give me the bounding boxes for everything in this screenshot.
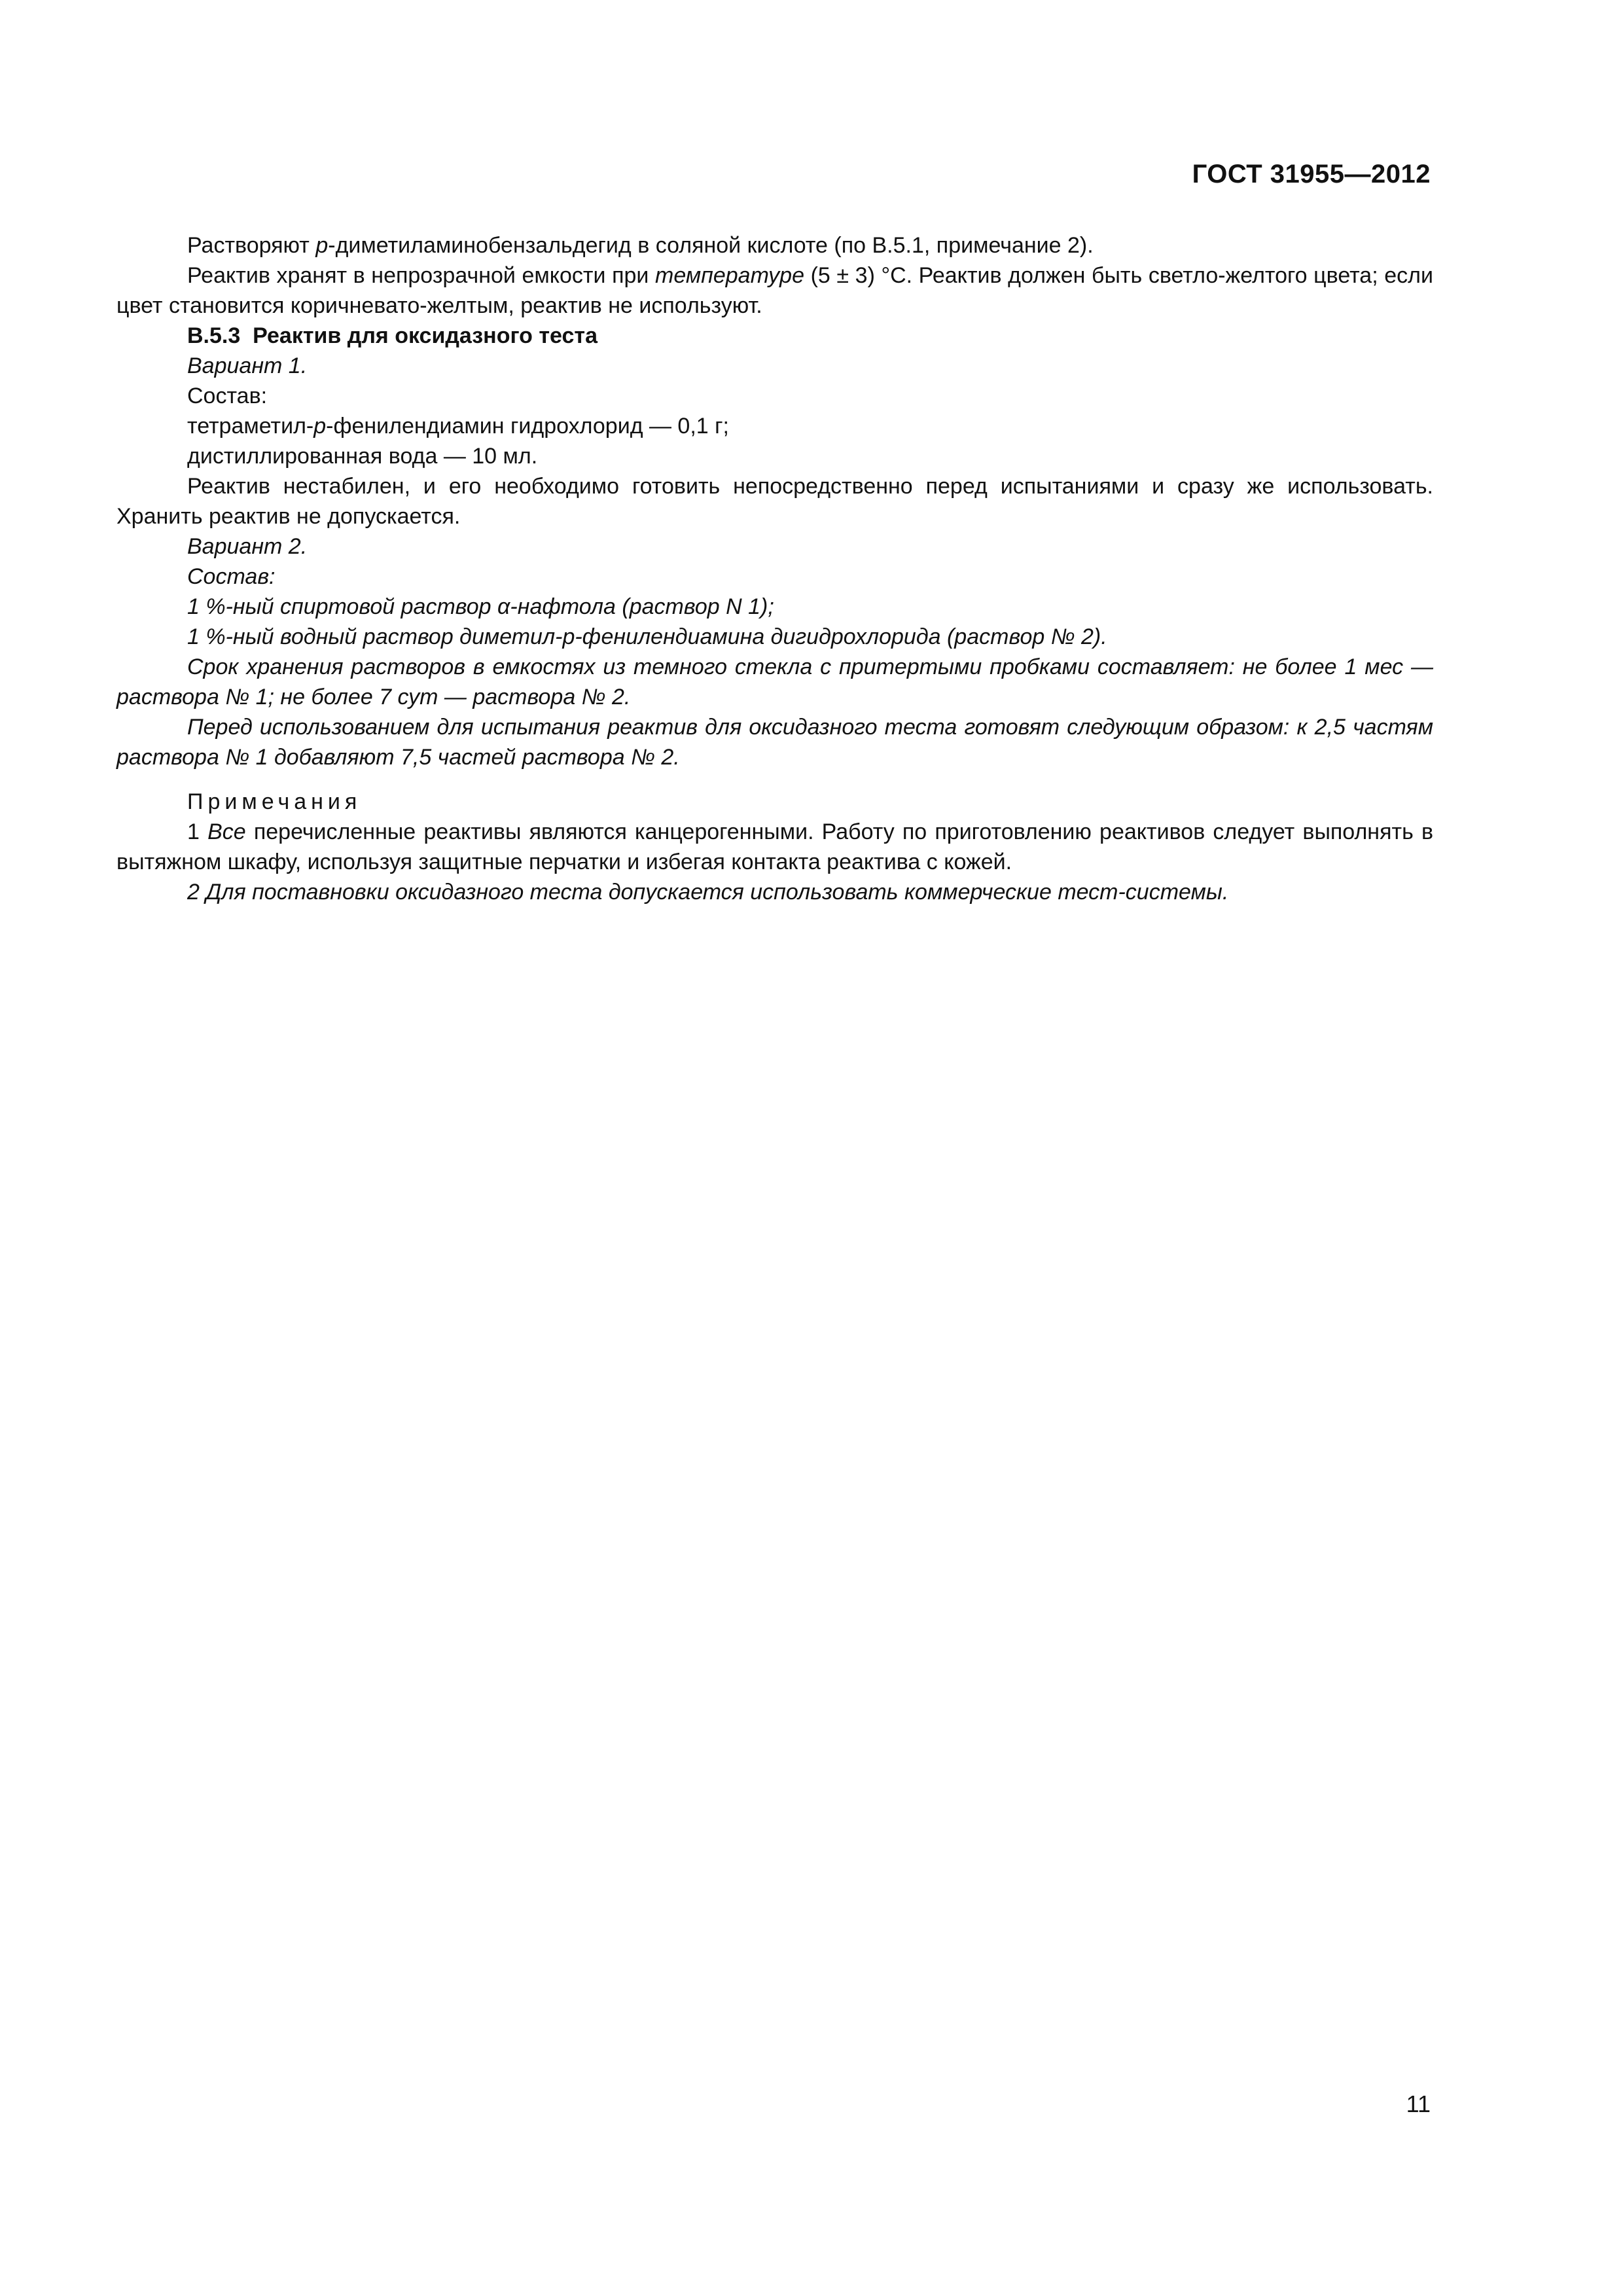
text-run: (5 ± 3) °С. Реактив должен быть светло-желтого цвета; если цвет становится коричневато-желтым, реактив не используют. xyxy=(116,263,1433,318)
variant1-item2: дистиллированная вода — 10 мл. xyxy=(187,444,538,469)
text-run-italic: температуре xyxy=(655,263,804,288)
variant2-item1: 1 %-ный спиртовой раствор α-нафтола (раствор N 1); xyxy=(187,594,774,619)
variant2-composition: Состав: xyxy=(187,564,276,589)
paragraph-storage xyxy=(116,260,1433,321)
variant2-storage: Срок хранения растворов в емкостях из темного стекла с притертыми пробками составляет: не более 1 мес — раствора № 1; не более 7 сут — раствора № 2. xyxy=(116,655,1433,709)
variant1-composition: Состав: xyxy=(187,384,268,408)
text-run-italic: p xyxy=(315,233,329,258)
text-run: -диметиламинобензальдегид в соляной кислоте (по В.5.1, примечание 2). xyxy=(328,233,1094,258)
variant1-note: Реактив нестабилен, и его необходимо готовить непосредственно перед испытаниями и сразу же использовать. Хранить реактив не допускается. xyxy=(116,474,1433,529)
text-run: перечисленные реактивы являются канцерогенными. Работу по приготовлению реактивов следует выполнять в вытяжном шкафу, используя защитные перчатки и избегая контакта реактива с кожей. xyxy=(116,819,1434,874)
variant2-label: Вариант 2. xyxy=(187,534,308,559)
text-run: тетраметил- xyxy=(187,414,314,439)
text-run: 1 xyxy=(187,819,208,844)
variant1-item1 xyxy=(116,411,1433,441)
note-1 xyxy=(116,817,1433,877)
variant2-prep: Перед использованием для испытания реактив для оксидазного теста готовят следующим образом: к 2,5 частям раствора № 1 добавляют 7,5 частей раствора № 2. xyxy=(116,715,1433,770)
notes-title: Примечания xyxy=(187,789,362,814)
note-2: 2 Для поставновки оксидазного теста допускается использовать коммерческие тест-системы. xyxy=(187,880,1229,905)
text-run-italic: р xyxy=(313,414,327,439)
document-body xyxy=(116,230,1433,907)
section-title: Реактив для оксидазного теста xyxy=(253,323,597,348)
variant1-label: Вариант 1. xyxy=(187,353,308,378)
text-run: Растворяют xyxy=(187,233,316,258)
text-run: Реактив хранят в непрозрачной емкости при xyxy=(187,263,655,288)
standard-header: ГОСТ 31955—2012 xyxy=(1192,160,1431,188)
text-run: -фенилендиамин гидрохлорид — 0,1 г; xyxy=(326,414,729,439)
section-heading xyxy=(116,321,1433,351)
section-number: В.5.3 xyxy=(187,323,241,348)
text-run-italic: Все xyxy=(207,819,246,844)
paragraph-dissolve xyxy=(116,230,1433,260)
page-number: 11 xyxy=(1406,2090,1431,2117)
variant2-item2: 1 %-ный водный раствор диметил-р-фенилендиамина дигидрохлорида (раствор № 2). xyxy=(187,624,1107,649)
